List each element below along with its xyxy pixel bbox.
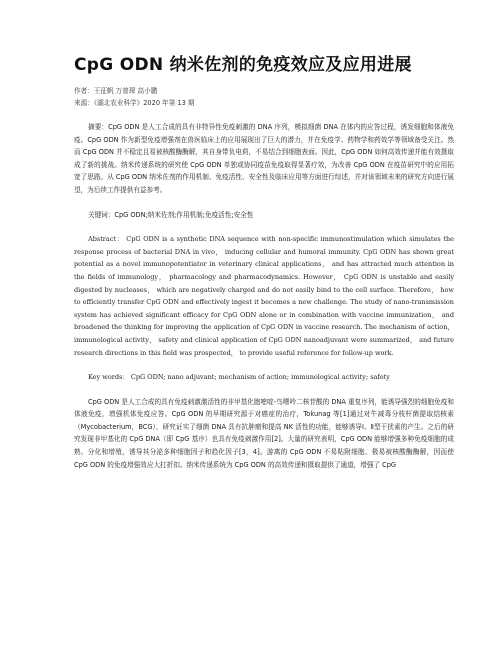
abstract-english: Abstract： CpG ODN is a synthetic DNA sequence with non-specific immunostimulation which simulates the response process of bacterial DNA in vivo， inducing cellular and humoral immunity. CpG ODN has shown great potential as a novel immunopotentiator in veterinary clinical applications， and has attracted much attention in the fields of immunology， pharmacology and pharmacodynamics. However， CpG ODN is unstable and easily digested by nucleases， which are negatively charged and do not easily bind to the cell surface. Therefore， how to efficiently transfer CpG ODN and effectively ingest it becomes a new challenge. The study of nano-transmission system has achieved significant efficacy for CpG ODN alone or in combination with vaccine immunization， and broadened the thinking for improving the application of CpG ODN in vaccine research. The mechanism of action， immunological activity， safety and clinical application of CpG ODN nanoadjuvant were summarized， and future research directions in this field was prospected， to provide useful reference for follow-up work. bbox=[74, 235, 454, 357]
abstract-chinese: 摘要：CpG ODN 是人工合成的具有非特异性免疫刺激的 DNA 序列，模拟细菌 DNA 在体内的应答过程，诱发细胞和体液免疫。CpG ODN 作为新型免疫增强剂在兽医临床上的应用展现出了巨大的潜力，并在免疫学、药物学和药效学等领域备受关注。然而 CpG ODN 并不稳定且易被核酸酶酶解，其自身带负电荷，不易结合到细胞表面。因此，CpG ODN 如何高效传递并能有效摄取成了新的挑战。纳米传递系统的研究使 CpG ODN 单独或协同疫苗免疫取得显著疗效，为改善 CpG ODN 在疫苗研究中的应用拓宽了思路。从 CpG ODN 纳米佐剂的作用机制、免疫活性、安全性及临床应用等方面进行综述，并对该领域未来的研究方向进行展望，为后续工作提供有益参考。 bbox=[74, 123, 454, 194]
keywords-chinese: 关键词：CpG ODN;纳米佐剂;作用机制;免疫活性;安全性 bbox=[88, 210, 254, 219]
article-source: 来源：《湖北农业科学》2020 年第 13 期 bbox=[74, 99, 195, 107]
keywords-english: Key words： CpG ODN; nano adjuvant; mechanism of action; immunological activity; safety bbox=[88, 373, 390, 382]
article-title: CpG ODN 纳米佐剂的免疫效应及应用进展 bbox=[74, 55, 412, 75]
article-authors: 作者：王征帆 万普琛 高小鹏 bbox=[74, 87, 158, 95]
body-paragraph: CpG ODN 是人工合成的具有免疫刺激激活性的非甲基化胞嘧啶-鸟嘌呤二核苷酸的 DNA 重复序列，能诱导强烈的细胞免疫和体液免疫，增强机体免疫应答。CpG ODN 的早期研究源于对癌症的治疗，Tokunag 等[1]通过对牛减毒分枝杆菌提取结核素（Mycobacterium，BCG），研究证实了细菌 DNA 具有抗肿瘤和提高 NK 活性的功能，能够诱导Ⅰ、Ⅱ型干扰素的产生。之后的研究发现非甲基化的 CpG DNA（即 CpG 基序）也具有免疫刺激作用[2]。大量的研究表明，CpG ODN 能够增强多种免疫细胞的成熟、分化和增殖，诱导其分泌多种细胞因子和趋化因子[3，4]。游离的 CpG ODN 不易粘附细胞、极易被核酸酶酶解，因而使 CpG ODN 的免疫增强效应大打折扣。纳米传递系统为 CpG ODN 的高效传递和摄取提供了通道，增强了 CpG bbox=[74, 397, 454, 469]
